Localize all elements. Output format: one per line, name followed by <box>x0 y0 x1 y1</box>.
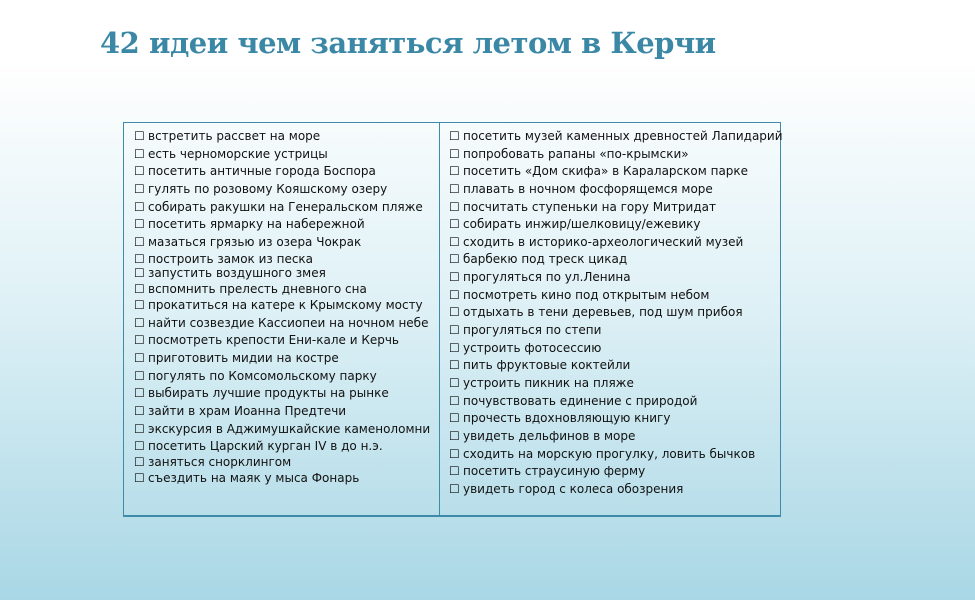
page-title: 42 идеи чем заняться летом в Керчи <box>100 26 716 60</box>
checklist-item <box>449 183 713 195</box>
checklist-item <box>134 370 377 382</box>
checkbox-icon[interactable]: ☐ <box>449 394 460 408</box>
checkbox-icon[interactable]: ☐ <box>449 252 460 266</box>
checkbox-icon[interactable]: ☐ <box>134 147 145 161</box>
checklist-item <box>134 148 328 160</box>
checkbox-icon[interactable]: ☐ <box>449 164 460 178</box>
checklist-item-label: заняться снорклингом <box>148 455 292 469</box>
checkbox-icon[interactable]: ☐ <box>134 422 145 436</box>
checkbox-icon[interactable]: ☐ <box>449 235 460 249</box>
checklist-item-label: попробовать рапаны «по-крымски» <box>463 147 689 161</box>
checkbox-icon[interactable]: ☐ <box>134 217 145 231</box>
checkbox-icon[interactable]: ☐ <box>134 439 145 453</box>
checklist-item-label: плавать в ночном фосфорящемся море <box>463 182 713 196</box>
checklist-item-label: найти созвездие Кассиопеи на ночном небе <box>148 316 429 330</box>
checklist-item-label: приготовить мидии на костре <box>148 351 339 365</box>
checklist-item <box>449 165 748 177</box>
checklist-item-label: запустить воздушного змея <box>148 266 326 280</box>
checklist-item-label: посетить «Дом скифа» в Караларском парке <box>463 164 749 178</box>
checkbox-icon[interactable]: ☐ <box>134 369 145 383</box>
checklist-item <box>449 236 743 248</box>
checklist-item <box>449 130 783 142</box>
checklist-item <box>134 183 387 195</box>
checklist-item <box>134 283 367 295</box>
checkbox-icon[interactable]: ☐ <box>449 447 460 461</box>
checkbox-icon[interactable]: ☐ <box>134 266 145 280</box>
checklist-item <box>449 377 634 389</box>
checklist-item-label: собирать ракушки на Генеральском пляже <box>148 200 423 214</box>
checklist-item <box>449 395 697 407</box>
checkbox-icon[interactable]: ☐ <box>449 323 460 337</box>
checklist-item <box>449 148 689 160</box>
checkbox-icon[interactable]: ☐ <box>449 376 460 390</box>
checklist-item <box>449 324 601 336</box>
checkbox-icon[interactable]: ☐ <box>449 129 460 143</box>
checkbox-icon[interactable]: ☐ <box>134 404 145 418</box>
checklist-item-label: посетить Царский курган IV в до н.э. <box>148 439 383 453</box>
checklist-item <box>134 317 428 329</box>
checkbox-icon[interactable]: ☐ <box>134 351 145 365</box>
checkbox-icon[interactable]: ☐ <box>449 217 460 231</box>
checkbox-icon[interactable]: ☐ <box>134 455 145 469</box>
checklist-item-label: прочесть вдохновляющую книгу <box>463 411 671 425</box>
checklist-item <box>134 387 389 399</box>
checkbox-icon[interactable]: ☐ <box>449 288 460 302</box>
checkbox-icon[interactable]: ☐ <box>449 358 460 372</box>
checkbox-icon[interactable]: ☐ <box>134 282 145 296</box>
checklist-item-label: посетить музей каменных древностей Лапидарий <box>463 129 783 143</box>
checklist-left-column <box>124 123 440 515</box>
checklist-item-label: отдыхать в тени деревьев, под шум прибоя <box>463 305 743 319</box>
checklist-item <box>449 289 709 301</box>
checklist-item-label: съездить на маяк у мыса Фонарь <box>148 471 360 485</box>
checklist-item <box>449 271 631 283</box>
checkbox-icon[interactable]: ☐ <box>134 182 145 196</box>
checklist-item-label: прокатиться на катере к Крымскому мосту <box>148 298 423 312</box>
checklist-item-label: построить замок из песка <box>148 252 314 266</box>
checklist-item <box>134 440 383 452</box>
checklist-item <box>134 299 423 311</box>
checklist-item <box>134 334 399 346</box>
checklist-item <box>134 267 326 279</box>
checklist-item-label: пить фруктовые коктейли <box>463 358 631 372</box>
checklist-item-label: прогуляться по ул.Ленина <box>463 270 631 284</box>
checklist-item-label: экскурсия в Аджимушкайские каменоломни <box>148 422 431 436</box>
checkbox-icon[interactable]: ☐ <box>134 298 145 312</box>
checklist-item <box>134 201 423 213</box>
checklist-item <box>134 472 359 484</box>
checkbox-icon[interactable]: ☐ <box>449 341 460 355</box>
checkbox-icon[interactable]: ☐ <box>134 316 145 330</box>
checklist-item-label: собирать инжир/шелковицу/ежевику <box>463 217 701 231</box>
checklist-item <box>134 253 313 265</box>
checkbox-icon[interactable]: ☐ <box>449 411 460 425</box>
checkbox-icon[interactable]: ☐ <box>449 200 460 214</box>
checklist-item <box>449 430 635 442</box>
checkbox-icon[interactable]: ☐ <box>449 270 460 284</box>
checklist-item <box>449 412 670 424</box>
checklist-item-label: зайти в храм Иоанна Предтечи <box>148 404 347 418</box>
checklist-item <box>134 130 320 142</box>
checklist-item <box>134 218 365 230</box>
checkbox-icon[interactable]: ☐ <box>134 200 145 214</box>
checklist-item-label: устроить фотосессию <box>463 341 602 355</box>
checklist-item <box>134 423 430 435</box>
checklist-item-label: посмотреть крепости Ени-кале и Керчь <box>148 333 400 347</box>
checklist-item <box>449 448 755 460</box>
checklist-table <box>123 122 781 517</box>
checkbox-icon[interactable]: ☐ <box>134 129 145 143</box>
checklist-item <box>449 201 716 213</box>
checkbox-icon[interactable]: ☐ <box>134 164 145 178</box>
checkbox-icon[interactable]: ☐ <box>449 182 460 196</box>
checklist-item-label: сходить в историко-археологический музей <box>463 235 744 249</box>
checklist-item-label: увидеть дельфинов в море <box>463 429 636 443</box>
checklist-item-label: посетить ярмарку на набережной <box>148 217 365 231</box>
checkbox-icon[interactable]: ☐ <box>449 147 460 161</box>
checklist-item-label: выбирать лучшие продукты на рынке <box>148 386 389 400</box>
checklist-item-label: погулять по Комсомольскому парку <box>148 369 377 383</box>
checklist-item-label: посчитать ступеньки на гору Митридат <box>463 200 716 214</box>
checklist-item-label: почувствовать единение с природой <box>463 394 698 408</box>
checklist-item <box>134 165 376 177</box>
checkbox-icon[interactable]: ☐ <box>134 333 145 347</box>
checklist-item <box>449 465 645 477</box>
checklist-item-label: посетить античные города Боспора <box>148 164 376 178</box>
checklist-item-label: посмотреть кино под открытым небом <box>463 288 710 302</box>
checklist-item <box>449 218 701 230</box>
checklist-item-label: увидеть город с колеса обозрения <box>463 482 684 496</box>
checklist-right-column <box>440 123 783 515</box>
checkbox-icon[interactable]: ☐ <box>449 429 460 443</box>
checklist-item-label: вспомнить прелесть дневного сна <box>148 282 367 296</box>
checklist-item <box>449 306 743 318</box>
checkbox-icon[interactable]: ☐ <box>449 464 460 478</box>
checkbox-icon[interactable]: ☐ <box>134 252 145 266</box>
checkbox-icon[interactable]: ☐ <box>449 482 460 496</box>
checklist-item <box>134 352 339 364</box>
checkbox-icon[interactable]: ☐ <box>134 235 145 249</box>
checklist-item-label: сходить на морскую прогулку, ловить бычков <box>463 447 756 461</box>
checklist-item <box>449 253 627 265</box>
checklist-item-label: посетить страусиную ферму <box>463 464 646 478</box>
checklist-item <box>134 236 361 248</box>
checklist-item-label: гулять по розовому Кояшскому озеру <box>148 182 388 196</box>
checklist-item-label: мазаться грязью из озера Чокрак <box>148 235 362 249</box>
checklist-item-label: встретить рассвет на море <box>148 129 321 143</box>
checklist-item <box>134 456 291 468</box>
checklist-item <box>449 483 683 495</box>
checklist-item <box>449 342 601 354</box>
checkbox-icon[interactable]: ☐ <box>134 386 145 400</box>
checklist-item <box>134 405 346 417</box>
checkbox-icon[interactable]: ☐ <box>449 305 460 319</box>
checklist-item-label: устроить пикник на пляже <box>463 376 634 390</box>
checklist-item-label: барбекю под треск цикад <box>463 252 628 266</box>
checkbox-icon[interactable]: ☐ <box>134 471 145 485</box>
checklist-item-label: прогуляться по степи <box>463 323 602 337</box>
checklist-item <box>449 359 630 371</box>
checklist-item-label: есть черноморские устрицы <box>148 147 328 161</box>
